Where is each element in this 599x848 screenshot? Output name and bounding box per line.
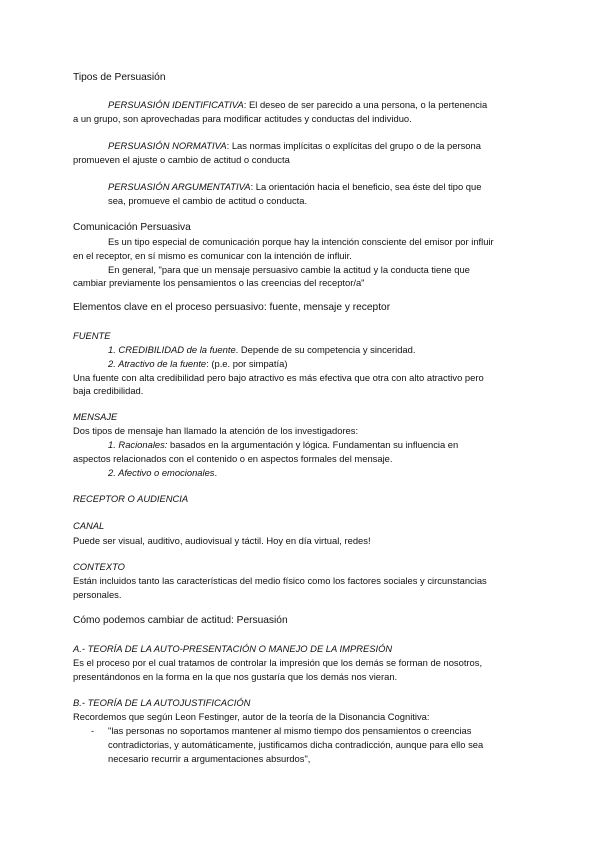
section-heading-teoria-b: B.- TEORÍA DE LA AUTOJUSTIFICACIÓN (73, 697, 251, 708)
type-normativa (108, 140, 481, 152)
type-text-cont: a un grupo, son aprovechadas para modificar actitudes y conductas del individuo. (73, 113, 412, 124)
type-label: PERSUASIÓN IDENTIFICATIVA (108, 99, 244, 110)
item-text: basados en la argumentación y lógica. Fundamentan su influencia en (167, 439, 459, 450)
fuente-item-1 (108, 344, 415, 356)
mensaje-item-2 (108, 467, 217, 479)
section-heading-fuente: FUENTE (73, 330, 111, 341)
bullet-dash: - (91, 725, 95, 736)
paragraph-line: Puede ser visual, auditivo, audiovisual y táctil. Hoy en día virtual, redes! (73, 535, 371, 546)
item-label: 1. Racionales: (108, 439, 168, 450)
type-identificativa (108, 99, 487, 111)
paragraph-line: baja credibilidad. (73, 385, 144, 396)
section-heading-teoria-a: A.- TEORÍA DE LA AUTO-PRESENTACIÓN O MANEJO DE LA IMPRESIÓN (73, 643, 393, 654)
section-heading-contexto: CONTEXTO (73, 561, 125, 572)
paragraph-line: Es el proceso por el cual tratamos de controlar la impresión que los demás se forman de nosotros, (73, 657, 483, 668)
quote-line: contradictorias, y automáticamente, justificamos dicha contradicción, aunque para ello sea (108, 739, 484, 750)
type-label: PERSUASIÓN ARGUMENTATIVA (108, 181, 251, 192)
item-text: : (p.e. por simpatía) (206, 358, 288, 369)
paragraph-line: En general, "para que un mensaje persuasivo cambie la actitud y la conducta tiene que (108, 264, 470, 275)
paragraph-line: en el receptor, en sí mismo es comunicar con la intención de influir. (73, 250, 352, 261)
paragraph-line: Están incluidos tanto las características del medio físico como los factores sociales y circunstancias (73, 575, 487, 586)
section-heading-mensaje: MENSAJE (73, 411, 118, 422)
type-argumentativa (108, 181, 481, 193)
type-label: PERSUASIÓN NORMATIVA (108, 140, 227, 151)
item-text: . Depende de su competencia y sinceridad. (235, 344, 416, 355)
type-text-cont: promueven el ajuste o cambio de actitud o conducta (73, 154, 290, 165)
type-text: : La orientación hacia el beneficio, sea éste del tipo que (250, 181, 482, 192)
section-heading-elementos: Elementos clave en el proceso persuasivo: fuente, mensaje y receptor (73, 302, 391, 313)
type-text: : El deseo de ser parecido a una persona, o la pertenencia (243, 99, 488, 110)
section-heading-cambiar: Cómo podemos cambiar de actitud: Persuasión (73, 615, 288, 626)
paragraph-line: presentándonos en la forma en la que nos gustaría que los demás nos vieran. (73, 671, 398, 682)
item-label: 2. Afectivo o emocionales (108, 467, 215, 478)
paragraph-line: Una fuente con alta credibilidad pero bajo atractivo es más efectiva que otra con alto atractivo pero (73, 372, 484, 383)
paragraph-line: personales. (73, 589, 122, 600)
paragraph-line: Es un tipo especial de comunicación porque hay la intención consciente del emisor por influir (108, 236, 494, 247)
paragraph-line: cambiar previamente los pensamientos o las creencias del receptor/a" (73, 277, 365, 288)
paragraph-line: Recordemos que según Leon Festinger, autor de la teoría de la Disonancia Cognitiva: (73, 711, 430, 722)
type-text: : Las normas implícitas o explícitas del grupo o de la persona (226, 140, 481, 151)
type-text-cont: sea, promueve el cambio de actitud o conducta. (108, 195, 308, 206)
section-heading-canal: CANAL (73, 520, 105, 531)
quote-line: "las personas no soportamos mantener al mismo tiempo dos pensamientos o creencias (108, 725, 472, 736)
page-title: Tipos de Persuasión (73, 72, 166, 83)
fuente-item-2 (108, 358, 287, 370)
section-heading-comunicacion: Comunicación Persuasiva (73, 222, 191, 233)
item-text: . (214, 467, 218, 478)
item-label: 1. CREDIBILIDAD de la fuente (108, 344, 236, 355)
mensaje-item-1 (108, 439, 458, 451)
paragraph-line: aspectos relacionados con el contenido o en aspectos formales del mensaje. (73, 453, 393, 464)
item-label: 2. Atractivo de la fuente (108, 358, 207, 369)
paragraph-line: Dos tipos de mensaje han llamado la atención de los investigadores: (73, 425, 359, 436)
section-heading-receptor: RECEPTOR O AUDIENCIA (73, 493, 189, 504)
quote-line: necesario recurrir a argumentaciones absurdos", (108, 753, 311, 764)
